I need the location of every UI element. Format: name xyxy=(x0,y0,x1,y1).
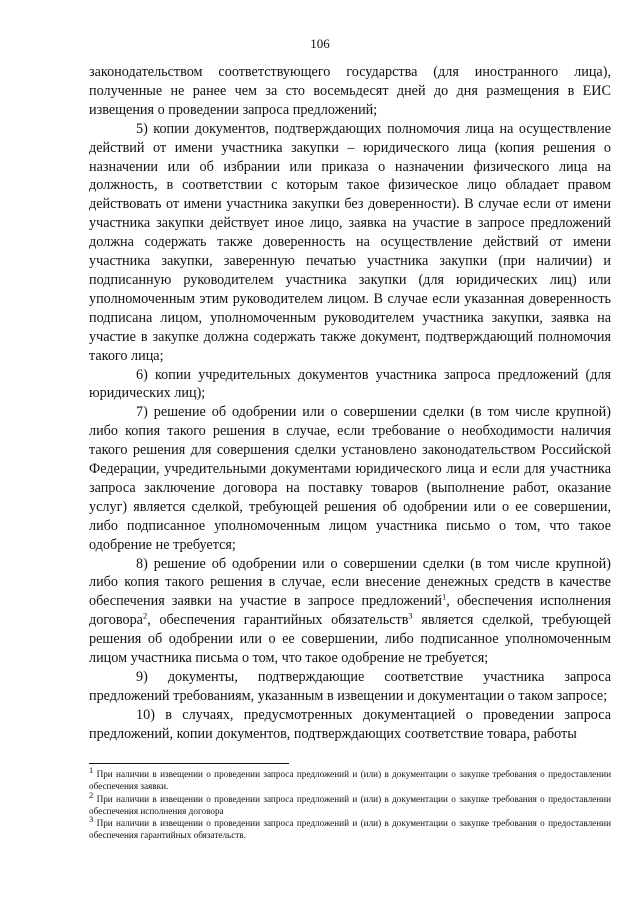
paragraph-text: 9) документы, подтверждающие соответствие участника запроса предложений требованиям, указанным в извещении и документации о таком запросе; xyxy=(89,669,611,704)
footnote-text: При наличии в извещении о проведении запроса предложений и (или) в документации о закупке требования о предоставлении обеспечения исполнения договора xyxy=(89,793,611,816)
paragraph xyxy=(89,366,611,404)
paragraph-text: является сделкой, требующей решения об одобрении или о ее совершении, либо подписанное уполномоченным лицом участника письма о том, что такое одобрение не требуется; xyxy=(89,612,611,667)
paragraph xyxy=(89,706,611,744)
footnote xyxy=(89,764,611,793)
paragraph-text: 5) копии документов, подтверждающих полномочия лица на осуществление действий от имени участника закупки – юридического лица (копия решения о назначении или об избрании или приказа о назначении физического лица на должность, в соответствии с которым такое физическое лицо обладает правом действовать от имени участника закупки без доверенности). В случае если от имени участника закупки действует иное лицо, заявка на участие в запросе предложений должна содержать также доверенность на осуществление действий от имени участника закупки, заверенную печатью участника закупки (при наличии) и подписанную руководителем участника закупки (для юридических лиц) или уполномоченным этим руководителем лицом. В случае если указанная доверенность подписана лицом, уполномоченным руководителем участника закупки, заявка на участие в закупке должна содержать также документ, подтверждающий полномочия такого лица; xyxy=(89,120,611,364)
paragraph xyxy=(89,63,611,120)
paragraph-text: , обеспечения исполнения договора xyxy=(89,593,611,629)
footnote-reference: 1 xyxy=(442,591,447,602)
footnote-mark: 1 xyxy=(89,764,94,775)
footnote-reference: 3 xyxy=(408,610,413,621)
paragraph xyxy=(89,403,611,554)
footnote-text: При наличии в извещении о проведении запроса предложений и (или) в документации о закупке требования о предоставлении обеспечения гарантийных обязательств. xyxy=(89,818,611,841)
body-text xyxy=(89,63,611,744)
paragraph-text: 10) в случаях, предусмотренных документацией о проведении запроса предложений, копии документов, подтверждающих соответствие товара, работы xyxy=(89,706,611,742)
footnote-mark: 2 xyxy=(89,789,94,800)
footnote-reference: 2 xyxy=(142,610,148,621)
footnote xyxy=(89,814,611,842)
footnote-separator xyxy=(89,763,289,764)
paragraph-text: 8) решение об одобрении или о совершении сделки (в том числе крупной) либо копия такого решения в случае, если внесение денежных средств в качестве обеспечения заявки на участие в запросе предложений xyxy=(89,555,611,610)
footnote-text: При наличии в извещении о проведении запроса предложений и (или) в документации о закупке требования о предоставлении обеспечения заявки. xyxy=(89,769,611,792)
paragraph xyxy=(89,120,611,366)
paragraph-text: , обеспечения гарантийных обязательств xyxy=(147,612,409,629)
footnote-mark: 3 xyxy=(89,814,94,825)
paragraph-text: законодательством соответствующего государства (для иностранного лица), полученные не ранее чем за сто восемьдесят дней до дня размещения в ЕИС извещения о проведении запроса предложений; xyxy=(89,64,611,118)
footnotes xyxy=(89,764,611,842)
paragraph-text: 6) копии учредительных документов участника запроса предложений (для юридических лиц); xyxy=(89,366,611,402)
paragraph xyxy=(89,555,611,668)
footnote xyxy=(89,789,611,818)
paragraph xyxy=(89,668,611,706)
page-number: 106 xyxy=(310,36,330,51)
paragraph-text: 7) решение об одобрении или о совершении сделки (в том числе крупной) либо копия такого решения в случае, если требование о необходимости наличия такого решения для совершения сделки установлено законодательством Российской Федерации, учредительными документами юридического лица и если для участника запроса заключение договора на поставку товаров (выполнение работ, оказание услуг) является сделкой, требующей решения об одобрении или о ее совершении, либо подписанное уполномоченным лицом участника письмо о том, что такое одобрение не требуется; xyxy=(89,404,611,553)
